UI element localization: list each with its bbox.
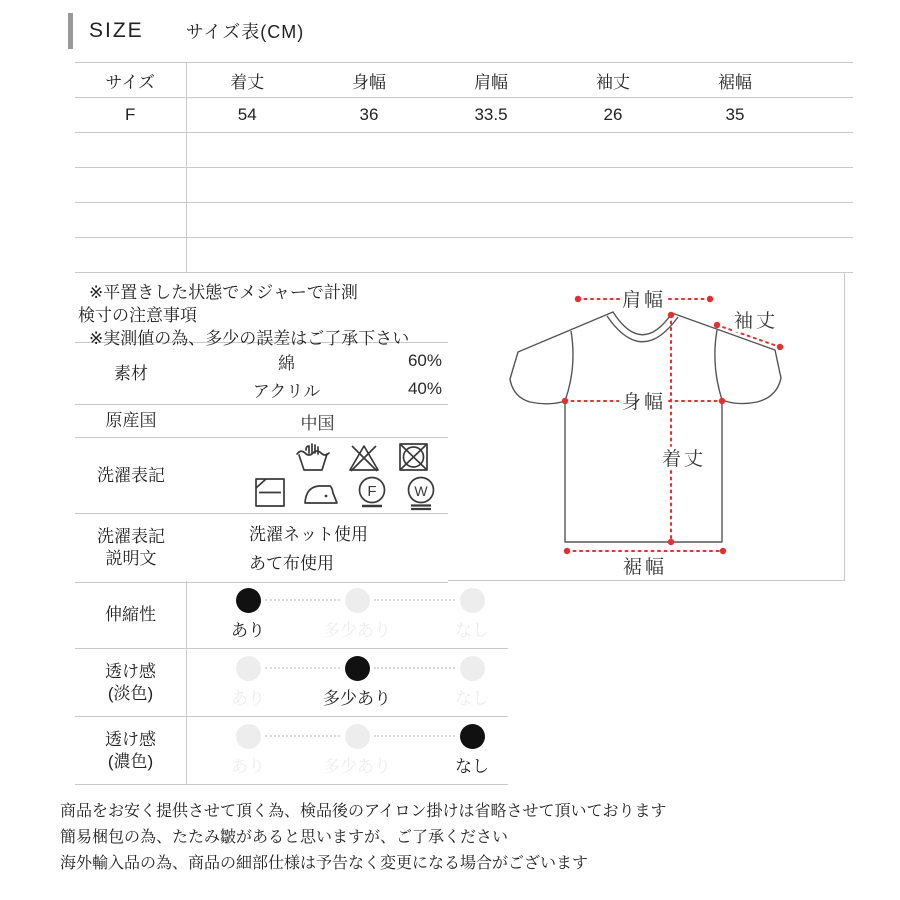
body-width-label: 身幅 [621, 392, 667, 413]
hem-width-label: 裾幅 [622, 557, 668, 578]
sheerness-light-row: 透け感 (淡色) あり 多少あり なし [75, 649, 508, 717]
do-not-tumble-dry-icon [397, 441, 431, 473]
material-row [75, 343, 448, 405]
rating-option-tasho-ari: 多少あり [311, 724, 403, 777]
rating-option-nashi: なし [426, 656, 518, 709]
material-label: 素材 [114, 363, 148, 383]
col-header-filler [796, 63, 853, 98]
size-table-data-row [75, 98, 853, 133]
note-line: ※平置きした状態でメジャーで計測 [89, 283, 358, 302]
care-text-label-1: 洗濯表記 [97, 527, 165, 546]
rating-dot [236, 588, 261, 613]
rating-dot [236, 724, 261, 749]
empty-row [75, 203, 853, 238]
rating-dot [460, 588, 485, 613]
cell-size: F [75, 98, 186, 133]
tshirt-outline [510, 312, 781, 542]
rating-option-ari: あり [202, 656, 294, 709]
size-table [75, 62, 853, 273]
rating-dot [345, 588, 370, 613]
material-percent: 60% [407, 351, 442, 370]
care-text-label-2: 説明文 [105, 549, 157, 568]
rating-dot [460, 724, 485, 749]
care-text-line: 洗濯ネット使用 [249, 525, 368, 544]
rating-option-nashi: なし [426, 588, 518, 641]
care-symbols-row [75, 438, 448, 514]
col-header-hem: 裾幅 [674, 63, 796, 98]
care-text-line: あて布使用 [249, 554, 334, 573]
material-name: アクリル [252, 381, 321, 401]
cell-shoulder: 33.5 [430, 98, 552, 133]
sleeve-length-label: 袖丈 [733, 311, 779, 332]
origin-label: 原産国 [105, 411, 157, 430]
col-header-shoulder: 肩幅 [430, 63, 552, 98]
product-details [75, 272, 448, 583]
material-percent: 40% [407, 379, 442, 398]
dry-flat-in-shade-icon [253, 475, 287, 509]
note-line: 検寸の注意事項 [78, 306, 197, 325]
col-header-length: 着丈 [186, 63, 308, 98]
rating-option-ari: あり [202, 588, 294, 641]
body-length-label: 着丈 [661, 449, 707, 470]
svg-text:W: W [414, 482, 428, 499]
col-header-sleeve: 袖丈 [552, 63, 674, 98]
empty-row [75, 238, 853, 273]
svg-text:F: F [367, 482, 377, 500]
sheerness-dark-label: 透け感 [105, 729, 156, 749]
empty-row [75, 168, 853, 203]
footer-line: 簡易梱包の為、たたみ皺があると思いますが、ご了承ください [60, 829, 509, 846]
rating-option-tasho-ari: 多少あり [311, 656, 403, 709]
section-title [68, 12, 304, 50]
iron-low-icon [302, 475, 340, 509]
ratings-table [75, 581, 508, 785]
title-accent-bar [68, 13, 73, 49]
col-header-size: サイズ [75, 63, 186, 98]
care-symbols-label: 洗濯表記 [97, 465, 165, 485]
rating-dot [460, 656, 485, 681]
rating-option-ari: あり [202, 724, 294, 777]
sheerness-dark-row: 透け感 (濃色) あり 多少あり なし [75, 717, 508, 785]
sheerness-light-label: 透け感 [105, 661, 156, 681]
origin-value: 中国 [300, 413, 335, 433]
measurement-diagram-panel [448, 272, 845, 581]
size-badge: SIZE [89, 19, 144, 42]
rating-option-tasho-ari: 多少あり [311, 588, 403, 641]
dry-clean-f-icon [355, 475, 389, 511]
rating-dot [345, 724, 370, 749]
rating-dot [345, 656, 370, 681]
col-header-width: 身幅 [308, 63, 430, 98]
origin-row [75, 405, 448, 438]
stretch-label: 伸縮性 [105, 604, 156, 624]
rating-dot [236, 656, 261, 681]
measurement-notes [75, 272, 448, 348]
footer-notes [60, 799, 667, 877]
cell-sleeve: 26 [552, 98, 674, 133]
cell-width: 36 [308, 98, 430, 133]
rating-option-nashi: なし [426, 724, 518, 777]
hand-wash-icon [295, 441, 331, 473]
material-item [187, 376, 448, 402]
footer-line: 海外輸入品の為、商品の細部仕様は予告なく変更になる場合がございます [60, 855, 589, 872]
note-line: ※実測値の為、多少の誤差はご了承下さい [89, 329, 410, 348]
page-title: サイズ表(CM) [185, 22, 305, 42]
size-table-header-row [75, 63, 853, 98]
cell-hem: 35 [674, 98, 796, 133]
material-item [187, 348, 448, 374]
wet-clean-w-icon [404, 475, 438, 511]
care-text-row [75, 514, 448, 583]
material-name: 綿 [278, 353, 295, 373]
footer-line: 商品をお安く提供させて頂く為、検品後のアイロン掛けは省略させて頂いております [60, 803, 667, 820]
empty-row [75, 133, 853, 168]
cell-length: 54 [186, 98, 308, 133]
do-not-bleach-icon [346, 441, 382, 473]
shoulder-width-label: 肩幅 [621, 290, 667, 311]
tshirt-diagram [490, 275, 840, 581]
stretch-row [75, 581, 508, 649]
